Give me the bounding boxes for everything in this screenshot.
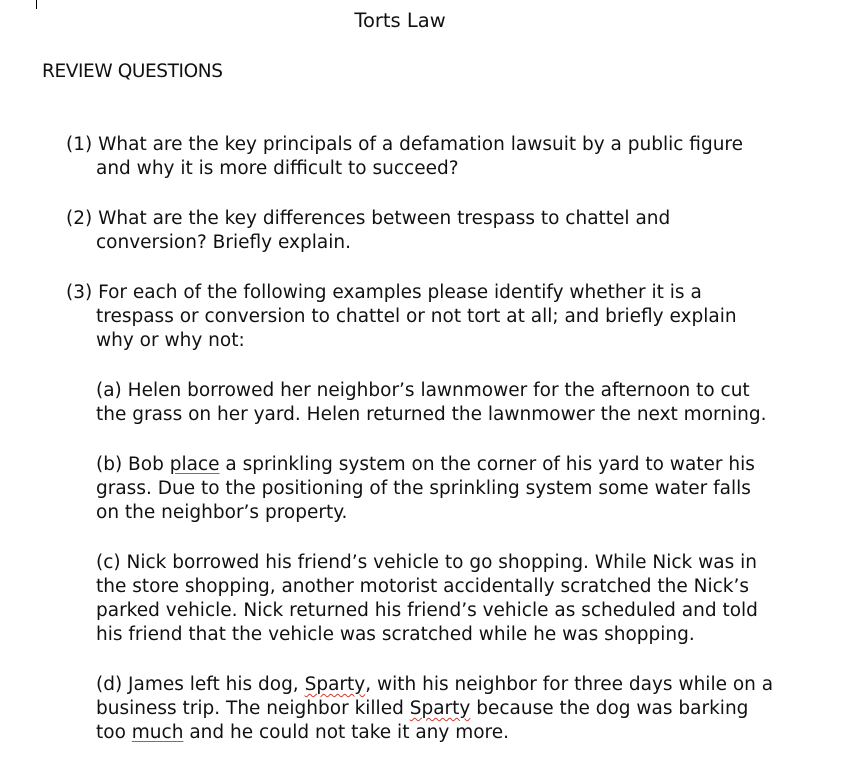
- section-heading: REVIEW QUESTIONS: [42, 61, 223, 82]
- example-b-line-1-start: (b) Bob: [96, 454, 170, 475]
- example-d-line-3: [96, 721, 509, 745]
- question-2-line-2: conversion? Briefly explain.: [96, 232, 351, 253]
- question-3-line-2: trespass or conversion to chattel or not tort at all; and briefly explain: [96, 306, 737, 327]
- question-3-line-3: why or why not:: [96, 330, 245, 351]
- example-d-line-3-end: and he could not take it any more.: [183, 722, 510, 743]
- example-d-line-3-start: too: [96, 722, 132, 743]
- question-3-line-1: (3) For each of the following examples please identify whether it is a: [66, 282, 702, 303]
- example-b-line-1-end: a sprinkling system on the corner of his yard to water his: [219, 454, 755, 475]
- example-d-line-2-start: business trip. The neighbor killed: [96, 698, 410, 719]
- example-b-line-3: on the neighbor’s property.: [96, 502, 348, 523]
- example-d-line-1: [96, 673, 773, 697]
- question-2-line-1: (2) What are the key differences between trespass to chattel and: [66, 208, 671, 229]
- example-a-line-1: (a) Helen borrowed her neighbor’s lawnmower for the afternoon to cut: [96, 380, 750, 401]
- example-a-line-2: the grass on her yard. Helen returned the lawnmower the next morning.: [96, 404, 767, 425]
- example-c-line-2: the store shopping, another motorist accidentally scratched the Nick’s: [96, 576, 750, 597]
- question-1-line-2: and why it is more difficult to succeed?: [96, 158, 459, 179]
- example-c-line-1: (c) Nick borrowed his friend’s vehicle to go shopping. While Nick was in: [96, 552, 757, 573]
- example-b-line-1: [96, 453, 755, 477]
- example-d-line-1-start: (d) James left his dog,: [96, 674, 305, 695]
- example-b-line-2: grass. Due to the positioning of the sprinkling system some water falls: [96, 478, 751, 499]
- example-c-line-4: his friend that the vehicle was scratched while he was shopping.: [96, 624, 695, 645]
- example-d-line-2-end: because the dog was barking: [470, 698, 749, 719]
- spelling-flagged-word[interactable]: Sparty: [304, 674, 366, 695]
- example-c-line-3: parked vehicle. Nick returned his friend’s vehicle as scheduled and told: [96, 600, 758, 621]
- grammar-flagged-word[interactable]: much: [131, 722, 184, 743]
- question-1-line-1: (1) What are the key principals of a defamation lawsuit by a public figure: [66, 134, 744, 155]
- example-d-line-1-end: , with his neighbor for three days while on a: [365, 674, 774, 695]
- document-title: Torts Law: [354, 9, 446, 32]
- grammar-flagged-word[interactable]: place: [169, 454, 220, 475]
- example-d-line-2: [96, 697, 748, 721]
- spelling-flagged-word[interactable]: Sparty: [409, 698, 471, 719]
